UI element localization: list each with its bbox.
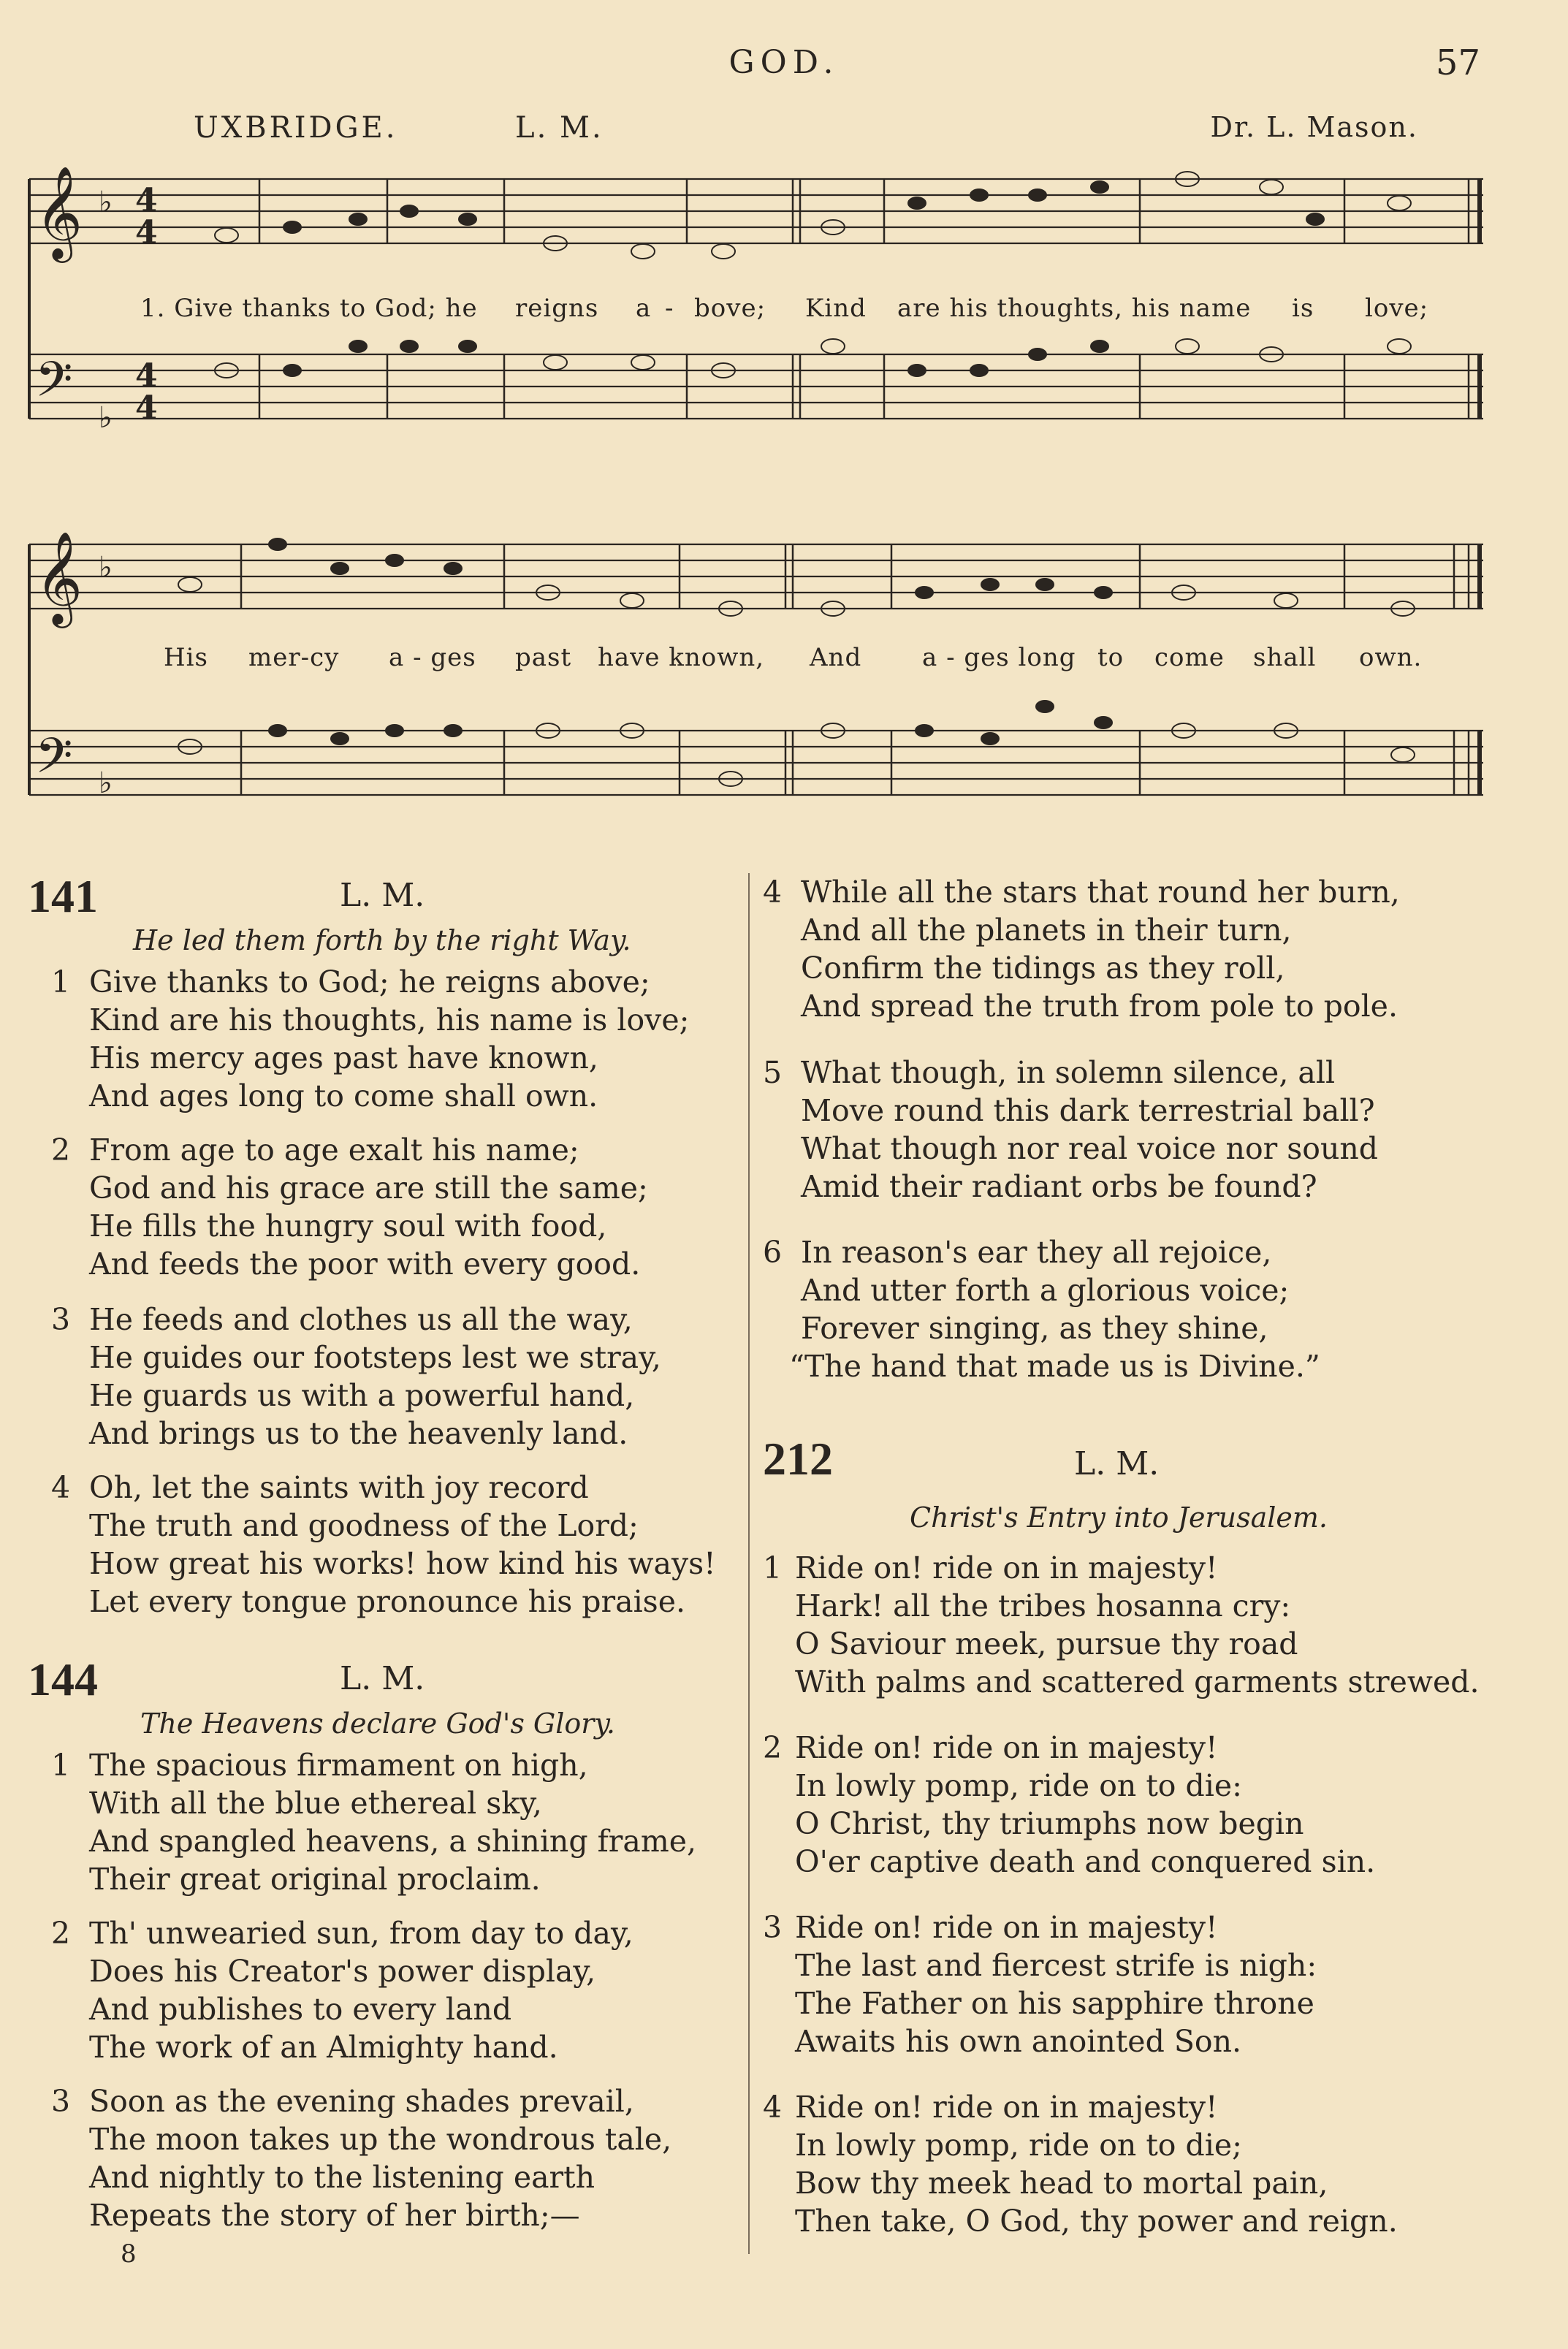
lyric-10: His [164, 643, 208, 672]
stanza-line: Soon as the evening shades prevail, [89, 2084, 634, 2119]
hymn-meter: L. M. [340, 1660, 425, 1697]
time-signature: 4 [135, 214, 158, 251]
stanza-line: Amid their radiant orbs be found? [801, 1169, 1317, 1204]
lyric-6: Kind [805, 294, 867, 323]
stanza-number: 3 [51, 1302, 71, 1337]
stanza-number: 5 [763, 1055, 783, 1090]
time-signature: 4 [135, 182, 158, 219]
stanza-number: 2 [763, 1730, 783, 1765]
stanza [51, 1914, 753, 2068]
stanza-line: Let every tongue pronounce his praise. [89, 1584, 686, 1619]
lyric-2: reigns [515, 294, 599, 323]
stanza [51, 1469, 753, 1622]
stanza-number: 3 [51, 2084, 71, 2119]
stanza [763, 1908, 1552, 2062]
stanza-line: And all the planets in their turn, [801, 913, 1292, 948]
lyric-4: - [665, 294, 674, 323]
stanza-line: The spacious firmament on high, [89, 1748, 588, 1783]
stanza-line: Kind are his thoughts, his name is love; [89, 1002, 690, 1038]
stanza-line: Ride on! ride on in majesty! [795, 1730, 1218, 1765]
hymn-subtitle: The Heavens declare God's Glory. [140, 1708, 615, 1740]
staff-system1-bass [29, 354, 1483, 419]
stanza-line: He guides our footsteps lest we stray, [89, 1340, 661, 1375]
lyric-19: shall [1253, 643, 1317, 672]
stanza [763, 1729, 1552, 1882]
lyric-18: come [1154, 643, 1225, 672]
treble-clef-icon: 𝄞 [35, 530, 83, 624]
stanza-line: God and his grace are still the same; [89, 1170, 648, 1206]
lyric-16: a - ges long [922, 643, 1076, 672]
stanza-line: And publishes to every land [89, 1992, 512, 2027]
lyric-5: bove; [694, 294, 766, 323]
page-header-title: GOD. [728, 44, 840, 81]
stanza [51, 1301, 753, 1454]
stanza-line: O Christ, thy triumphs now begin [795, 1806, 1304, 1841]
stanza-line: The Father on his sapphire throne [795, 1986, 1314, 2021]
music-score [0, 0, 1568, 833]
stanza-line: What though, in solemn silence, all [801, 1055, 1336, 1090]
flat-icon: ♭ [99, 186, 113, 219]
stanza-line: Hark! all the tribes hosanna cry: [795, 1588, 1291, 1623]
stanza-line: Ride on! ride on in majesty! [795, 1910, 1218, 1945]
tune-composer: Dr. L. Mason. [1210, 111, 1418, 143]
lyric-11: mer-cy [248, 643, 340, 672]
stanza-line: Move round this dark terrestrial ball? [801, 1093, 1375, 1128]
stanza [763, 1054, 1552, 1207]
stanza-line: While all the stars that round her burn, [801, 875, 1400, 910]
lyric-13: past [515, 643, 572, 672]
stanza-line: Ride on! ride on in majesty! [795, 2090, 1218, 2125]
flat-icon: ♭ [99, 766, 113, 800]
stanza-line: In lowly pomp, ride on to die: [795, 1768, 1242, 1803]
stanza-line: The truth and goodness of the Lord; [89, 1508, 639, 1543]
stanza [51, 1131, 753, 1284]
stanza [51, 1746, 753, 1900]
flat-icon: ♭ [99, 551, 113, 585]
stanza-line: He fills the hungry soul with food, [89, 1208, 607, 1244]
stanza-line: And utter forth a glorious voice; [801, 1273, 1290, 1308]
lyric-12: a - ges [389, 643, 476, 672]
hymn-subtitle: Christ's Entry into Jerusalem. [910, 1501, 1328, 1534]
stanza-line: Oh, let the saints with joy record [89, 1470, 589, 1505]
stanza-line: Confirm the tidings as they roll, [801, 951, 1285, 986]
tune-meter: L. M. [515, 111, 604, 145]
stanza-line: Th' unwearied sun, from day to day, [89, 1916, 633, 1951]
stanza-number: 1 [51, 1748, 71, 1783]
stanza-number: 2 [51, 1132, 71, 1168]
lyric-15: And [810, 643, 862, 672]
stanza-line: O'er captive death and conquered sin. [795, 1844, 1376, 1879]
bass-clef-icon: 𝄢 [35, 728, 73, 796]
lyric-20: own. [1359, 643, 1423, 672]
stanza-line: In reason's ear they all rejoice, [801, 1235, 1272, 1270]
stanza-line: From age to age exalt his name; [89, 1132, 579, 1168]
stanza-line: Give thanks to God; he reigns above; [89, 964, 650, 1000]
stanza-line: Then take, O God, thy power and reign. [795, 2204, 1398, 2239]
stanza-line: And spangled heavens, a shining frame, [89, 1824, 697, 1859]
staff-system2-treble [29, 544, 1483, 609]
stanza-line: O Saviour meek, pursue thy road [795, 1626, 1298, 1661]
signature-mark: 8 [121, 2239, 137, 2269]
stanza-number: 1 [51, 964, 71, 1000]
stanza [763, 1549, 1552, 1702]
stanza-line: He guards us with a powerful hand, [89, 1378, 635, 1413]
stanza-number: 2 [51, 1916, 71, 1951]
stanza-line: Their great original proclaim. [89, 1862, 541, 1897]
flat-icon: ♭ [99, 401, 113, 435]
bass-clef-icon: 𝄢 [35, 351, 73, 419]
hymn-meter: L. M. [340, 877, 425, 914]
stanza [763, 2088, 1552, 2242]
stanza-line: And nightly to the listening earth [89, 2160, 595, 2195]
stanza-line: What though nor real voice nor sound [801, 1131, 1379, 1166]
stanza-line: Bow thy meek head to mortal pain, [795, 2166, 1328, 2201]
stanza-line: Does his Creator's power display, [89, 1954, 596, 1989]
hymn-number: 141 [28, 870, 98, 922]
stanza-number: 1 [763, 1550, 783, 1585]
stanza-line: The last and fiercest strife is nigh: [795, 1948, 1317, 1983]
page-number: 57 [1435, 42, 1480, 83]
time-signature: 4 [135, 357, 158, 395]
tune-name: UXBRIDGE. [194, 111, 398, 145]
hymn-number: 144 [28, 1653, 98, 1705]
stanza-number: 3 [763, 1910, 783, 1945]
stanza-line: The moon takes up the wondrous tale, [89, 2122, 672, 2157]
lyric-1: 1. Give thanks to God; he [140, 294, 478, 323]
stanza-line: He feeds and clothes us all the way, [89, 1302, 633, 1337]
stanza-line: Awaits his own anointed Son. [795, 2024, 1242, 2059]
stanza-line: Ride on! ride on in majesty! [795, 1550, 1218, 1585]
stanza-number: 4 [51, 1470, 71, 1505]
stanza-line: Repeats the story of her birth;— [89, 2198, 580, 2233]
staff-system1-treble [29, 179, 1483, 243]
stanza-line: Forever singing, as they shine, [801, 1311, 1268, 1346]
hymn-subtitle: He led them forth by the right Way. [133, 924, 631, 956]
treble-clef-icon: 𝄞 [35, 165, 83, 259]
lyric-7: are his thoughts, his name [897, 294, 1252, 323]
stanza-line: His mercy ages past have known, [89, 1040, 598, 1075]
lyric-3: a [636, 294, 652, 323]
staff-system2-bass [29, 731, 1483, 795]
time-signature: 4 [135, 389, 158, 427]
stanza-line: And spread the truth from pole to pole. [801, 989, 1398, 1024]
stanza-line: And ages long to come shall own. [89, 1078, 598, 1113]
stanza [763, 873, 1552, 1027]
stanza-line: And feeds the poor with every good. [89, 1246, 641, 1282]
stanza-line: How great his works! how kind his ways! [89, 1546, 716, 1581]
stanza [51, 963, 753, 1116]
stanza-line: And brings us to the heavenly land. [89, 1416, 628, 1451]
stanza [763, 1233, 1552, 1387]
stanza-number: 4 [763, 875, 783, 910]
lyric-9: love; [1365, 294, 1429, 323]
stanza-line: In lowly pomp, ride on to die; [795, 2128, 1242, 2163]
stanza-line: “The hand that made us is Divine.” [789, 1349, 1320, 1384]
lyric-8: is [1292, 294, 1314, 323]
lyric-17: to [1097, 643, 1124, 672]
stanza-line: With palms and scattered garments strewed. [795, 1664, 1480, 1699]
stanza-line: With all the blue ethereal sky, [89, 1786, 542, 1821]
hymn-number: 212 [763, 1433, 833, 1485]
stanza-line: The work of an Almighty hand. [89, 2030, 558, 2065]
lyric-14: have known, [598, 643, 765, 672]
hymn-meter: L. M. [1074, 1445, 1160, 1482]
stanza [51, 2082, 753, 2236]
stanza-number: 4 [763, 2090, 783, 2125]
stanza-number: 6 [763, 1235, 783, 1270]
